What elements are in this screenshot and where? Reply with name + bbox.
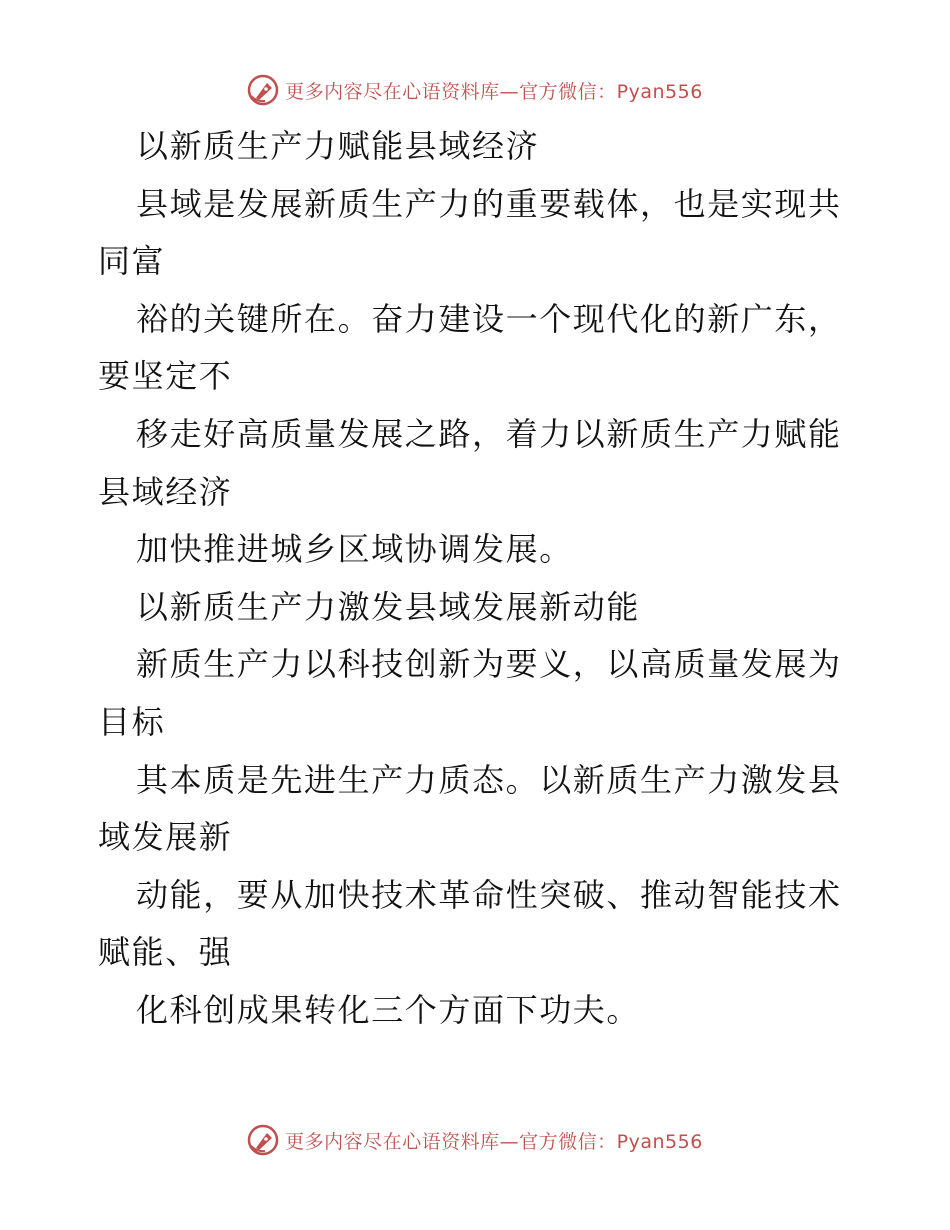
header-banner-text: 更多内容尽在心语资料库—官方微信：Pyan556	[285, 80, 703, 103]
footer-banner-text: 更多内容尽在心语资料库—官方微信：Pyan556	[285, 1130, 703, 1153]
article-body	[98, 118, 858, 1040]
header-banner	[0, 70, 950, 110]
paragraph-line: 县域经济	[98, 472, 233, 511]
paragraph-line: 赋能、强	[98, 933, 233, 972]
paragraph-line: 新质生产力以科技创新为要义，以高质量发展为	[136, 645, 842, 684]
paragraph-line: 同富	[98, 242, 166, 281]
section-heading: 以新质生产力激发县域发展新动能	[136, 587, 641, 626]
footer-banner	[0, 1120, 950, 1160]
pen-nib-logo-icon	[247, 1124, 279, 1156]
paragraph-line: 要坚定不	[98, 357, 233, 396]
paragraph-line: 加快推进城乡区域协调发展。	[136, 530, 573, 569]
paragraph-line: 动能，要从加快技术革命性突破、推动智能技术	[136, 875, 842, 914]
paragraph-line: 县域是发展新质生产力的重要载体，也是实现共	[136, 184, 842, 223]
paragraph-line: 域发展新	[98, 818, 233, 857]
paragraph-line: 目标	[98, 702, 166, 741]
section-heading: 以新质生产力赋能县域经济	[136, 127, 540, 165]
pen-nib-logo-icon	[247, 74, 279, 106]
paragraph-line: 裕的关键所在。奋力建设一个现代化的新广东，	[136, 299, 842, 338]
paragraph-line: 其本质是先进生产力质态。以新质生产力激发县	[136, 760, 842, 799]
paragraph-line: 化科创成果转化三个方面下功夫。	[136, 990, 641, 1029]
paragraph-line: 移走好高质量发展之路，着力以新质生产力赋能	[136, 414, 842, 453]
